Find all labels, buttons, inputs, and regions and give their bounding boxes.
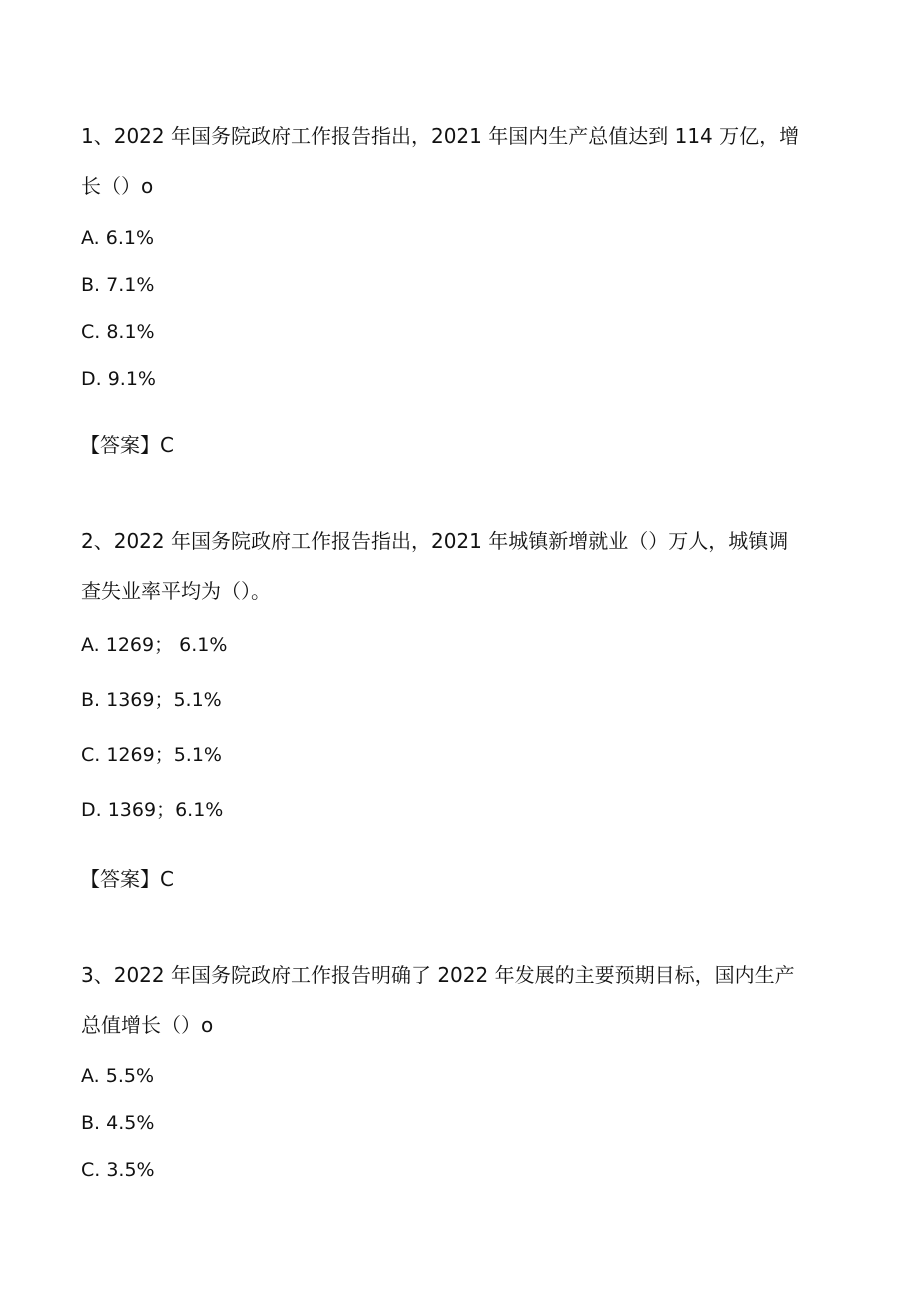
question-2-stem-line-2: 查失业率平均为（）。 xyxy=(81,579,271,603)
question-2-answer: 【答案】C xyxy=(80,867,174,891)
question-2-stem-line-1: 2、2022 年国务院政府工作报告指出，2021 年城镇新增就业（）万人，城镇调 xyxy=(81,529,789,553)
question-1-option-c: C. 8.1% xyxy=(81,321,155,343)
question-2-option-b: B. 1369；5.1% xyxy=(81,689,222,711)
question-1-option-a: A. 6.1% xyxy=(81,227,155,249)
question-2-option-a: A. 1269； 6.1% xyxy=(81,634,228,656)
question-3-stem-line-1: 3、2022 年国务院政府工作报告明确了 2022 年发展的主要预期目标，国内生产 xyxy=(81,963,795,987)
question-1-answer: 【答案】C xyxy=(80,433,174,457)
question-3-option-c: C. 3.5% xyxy=(81,1159,155,1181)
question-1-stem-line-2: 长（）o xyxy=(81,174,154,198)
question-3-stem-line-2: 总值增长（）o xyxy=(81,1013,214,1037)
question-1-option-d: D. 9.1% xyxy=(81,368,156,390)
question-3-option-b: B. 4.5% xyxy=(81,1112,155,1134)
question-1-stem-line-1: 1、2022 年国务院政府工作报告指出，2021 年国内生产总值达到 114 万亿，增 xyxy=(81,124,800,148)
question-3-option-a: A. 5.5% xyxy=(81,1065,155,1087)
question-2-option-c: C. 1269；5.1% xyxy=(81,744,222,766)
question-1-option-b: B. 7.1% xyxy=(81,274,155,296)
question-2-option-d: D. 1369；6.1% xyxy=(81,799,224,821)
